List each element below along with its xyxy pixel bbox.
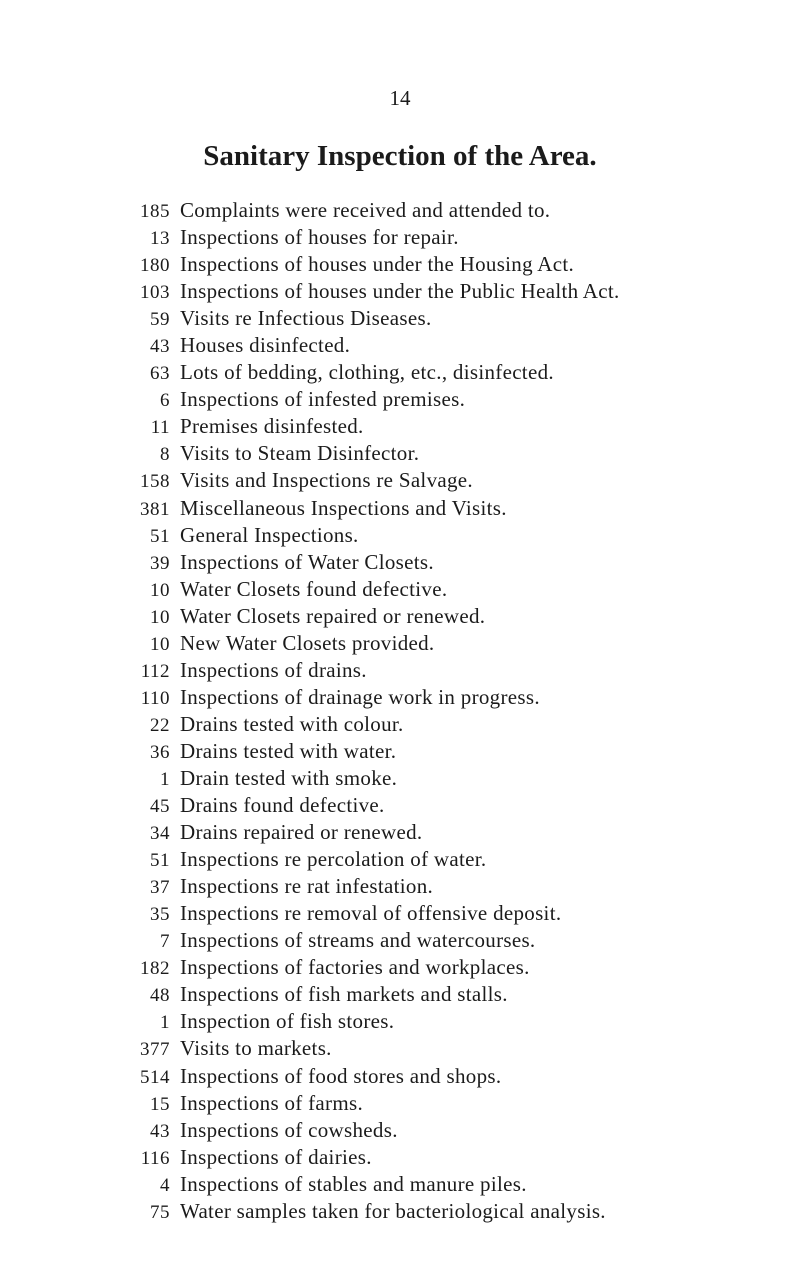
list-item <box>112 1009 800 1036</box>
entry-count: 7 <box>160 931 170 953</box>
page-number: 14 <box>389 86 411 110</box>
list-item <box>112 496 800 523</box>
page-title: Sanitary Inspection of the Area. <box>203 140 597 172</box>
list-item <box>112 847 800 874</box>
entry-description: Inspections of drainage work in progress. <box>180 684 540 709</box>
entry-count: 112 <box>140 660 170 682</box>
entry-count: 4 <box>160 1174 170 1196</box>
entry-count: 6 <box>160 390 170 412</box>
entry-description: Visits to markets. <box>180 1036 332 1061</box>
entry-count: 45 <box>150 796 170 818</box>
entry-count: 63 <box>150 363 170 385</box>
entry-count: 116 <box>140 1147 170 1169</box>
list-item <box>112 225 800 252</box>
list-item <box>112 252 800 279</box>
list-item <box>112 1064 800 1091</box>
entry-description: Drains repaired or renewed. <box>180 820 423 845</box>
list-item <box>112 712 800 739</box>
list-item <box>112 577 800 604</box>
list-item <box>112 523 800 550</box>
list-item <box>112 360 800 387</box>
entry-count: 185 <box>140 201 170 222</box>
entry-count: 10 <box>150 633 170 655</box>
list-item <box>112 468 800 495</box>
entry-count: 39 <box>150 552 170 574</box>
list-item <box>112 685 800 712</box>
list-item <box>112 658 800 685</box>
entry-count: 10 <box>150 579 170 601</box>
entry-description: Inspections of fish markets and stalls. <box>180 982 508 1007</box>
entry-description: Lots of bedding, clothing, etc., disinfected. <box>180 360 554 385</box>
entry-description: Visits to Steam Disinfector. <box>180 441 420 466</box>
entry-description: Water Closets repaired or renewed. <box>180 603 486 628</box>
entry-description: Visits re Infectious Diseases. <box>180 306 432 331</box>
list-item <box>112 766 800 793</box>
list-item <box>112 1091 800 1118</box>
entry-description: Drains found defective. <box>180 793 385 818</box>
list-item <box>112 874 800 901</box>
entry-description: Inspections of stables and manure piles. <box>180 1171 527 1196</box>
list-item <box>112 441 800 468</box>
list-item <box>112 198 800 225</box>
entry-count: 15 <box>150 1093 170 1115</box>
list-item <box>112 820 800 847</box>
list-item <box>112 1199 800 1226</box>
entry-count: 180 <box>140 255 170 277</box>
list-item <box>112 793 800 820</box>
entry-count: 51 <box>150 850 170 872</box>
entry-count: 36 <box>150 741 170 763</box>
list-item <box>112 955 800 982</box>
entry-count: 10 <box>150 606 170 628</box>
entry-description: General Inspections. <box>180 522 359 547</box>
entry-description: Inspections re removal of offensive deposit. <box>180 901 562 926</box>
entry-description: Inspections of drains. <box>180 657 367 682</box>
list-item <box>112 306 800 333</box>
entry-count: 158 <box>140 471 170 493</box>
entry-description: Inspections of cowsheds. <box>180 1117 398 1142</box>
entry-description: Inspections of houses under the Housing Act. <box>180 252 575 277</box>
entry-count: 43 <box>150 336 170 358</box>
entry-count: 377 <box>140 1039 170 1061</box>
entry-description: Drains tested with water. <box>180 738 397 763</box>
entry-count: 103 <box>140 282 170 304</box>
entry-description: Inspections of food stores and shops. <box>180 1063 502 1088</box>
entry-description: Premises disinfested. <box>180 414 364 439</box>
entry-count: 22 <box>150 714 170 736</box>
list-item <box>112 333 800 360</box>
entry-count: 48 <box>150 985 170 1007</box>
entry-description: Drain tested with smoke. <box>180 765 398 790</box>
list-item <box>112 901 800 928</box>
entry-count: 381 <box>140 498 170 520</box>
entry-count: 13 <box>150 228 170 250</box>
entry-count: 35 <box>150 904 170 926</box>
entry-count: 37 <box>150 877 170 899</box>
entry-description: Inspections of dairies. <box>180 1144 372 1169</box>
entry-description: Water Closets found defective. <box>180 576 448 601</box>
list-item <box>112 279 800 306</box>
entry-count: 8 <box>160 444 170 466</box>
list-item <box>112 1036 800 1063</box>
entry-count: 43 <box>150 1120 170 1142</box>
list-item <box>112 414 800 441</box>
list-item <box>112 1145 800 1172</box>
entry-description: Visits and Inspections re Salvage. <box>180 468 473 493</box>
list-item <box>112 982 800 1009</box>
entry-description: Water samples taken for bacteriological analysis. <box>180 1198 606 1223</box>
entry-description: Inspections of streams and watercourses. <box>180 928 536 953</box>
entry-description: Inspections re percolation of water. <box>180 847 487 872</box>
entry-description: Drains tested with colour. <box>180 711 404 736</box>
list-item <box>112 387 800 414</box>
entry-description: Inspections of factories and workplaces. <box>180 955 530 980</box>
entry-count: 51 <box>150 525 170 547</box>
entry-description: Inspections of Water Closets. <box>180 549 434 574</box>
entry-description: Inspection of fish stores. <box>180 1009 395 1034</box>
list-item <box>112 739 800 766</box>
entry-description: Miscellaneous Inspections and Visits. <box>180 495 507 520</box>
entry-description: Complaints were received and attended to. <box>180 198 551 222</box>
list-item <box>112 1118 800 1145</box>
entry-description: Inspections of houses under the Public Health Act. <box>180 279 620 304</box>
entry-count: 11 <box>150 417 170 439</box>
list-item <box>112 928 800 955</box>
entry-count: 59 <box>150 309 170 331</box>
list-item <box>112 550 800 577</box>
list-item <box>112 631 800 658</box>
entry-description: Inspections re rat infestation. <box>180 874 434 899</box>
entry-description: Inspections of infested premises. <box>180 387 466 412</box>
list-item <box>112 1172 800 1199</box>
entry-count: 1 <box>160 768 170 790</box>
inspection-list <box>112 198 800 1226</box>
entry-description: Inspections of houses for repair. <box>180 225 459 250</box>
entry-description: New Water Closets provided. <box>180 630 435 655</box>
entry-count: 514 <box>140 1066 170 1088</box>
entry-description: Inspections of farms. <box>180 1090 364 1115</box>
entry-count: 1 <box>160 1012 170 1034</box>
entry-count: 34 <box>150 823 170 845</box>
entry-count: 182 <box>140 958 170 980</box>
entry-count: 75 <box>150 1201 170 1223</box>
entry-description: Houses disinfected. <box>180 333 351 358</box>
entry-count: 110 <box>140 687 170 709</box>
list-item <box>112 604 800 631</box>
